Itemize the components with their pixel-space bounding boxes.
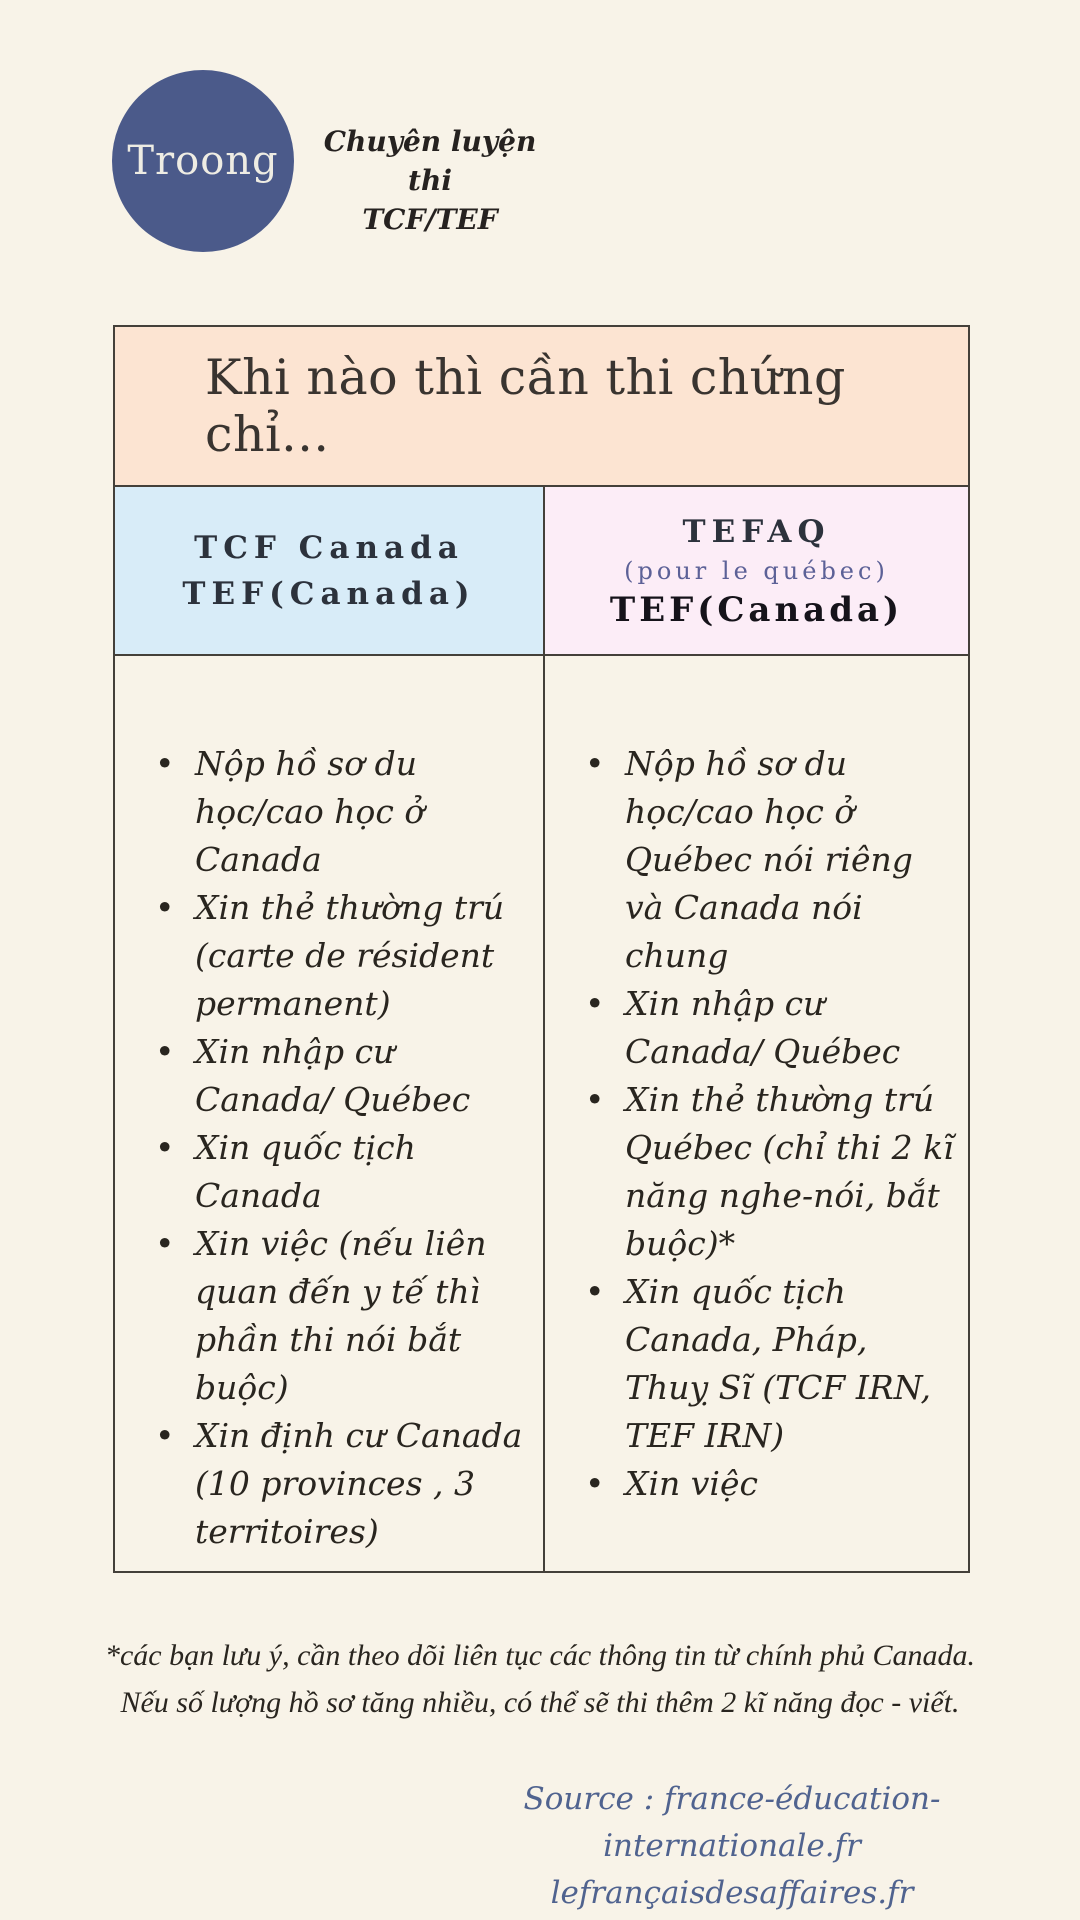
- column-header-tcf-tef-canada: [115, 487, 545, 654]
- left-header-line-1: TCF Canada: [194, 529, 464, 566]
- left-header-line-2: TEF(Canada): [182, 575, 476, 612]
- list-item: • Xin quốc tịch Canada, Pháp, Thuỵ Sĩ (TCF IRN, TEF IRN): [579, 1268, 954, 1460]
- source-line-2: lefrançaisdesaffaires.fr: [550, 1875, 914, 1911]
- comparison-table: [113, 325, 970, 1573]
- logo-text: Troong: [127, 138, 279, 184]
- right-header-title: TEFAQ: [682, 514, 831, 550]
- footnote: [0, 1632, 1080, 1726]
- list-item: • Nộp hồ sơ du học/cao học ở Québec nói riêng và Canada nói chung: [579, 740, 954, 980]
- right-item-list: [579, 740, 954, 1508]
- tagline-line-1: Chuyên luyện thi: [323, 125, 537, 197]
- table-body-row: [115, 656, 968, 1571]
- right-header-line-2: TEF(Canada): [609, 590, 904, 630]
- list-item: • Xin quốc tịch Canada: [149, 1124, 529, 1220]
- source-line-1: Source : france-éducation-internationale.fr: [523, 1781, 941, 1864]
- brand-tagline: [308, 122, 552, 239]
- column-header-tefaq: [545, 487, 968, 654]
- brand-logo: [112, 70, 294, 252]
- table-title-bar: [115, 327, 968, 487]
- footnote-line-1: *các bạn lưu ý, cần theo dõi liên tục các thông tin từ chính phủ Canada.: [104, 1639, 976, 1672]
- source-credit: [422, 1776, 1042, 1917]
- list-item: • Xin việc (nếu liên quan đến y tế thì phần thi nói bắt buộc): [149, 1220, 529, 1412]
- list-item: • Xin việc: [579, 1460, 954, 1508]
- right-column-body: [545, 656, 968, 1571]
- list-item: • Xin thẻ thường trú (carte de résident permanent): [149, 884, 529, 1028]
- list-item: • Nộp hồ sơ du học/cao học ở Canada: [149, 740, 529, 884]
- page-title: Khi nào thì cần thi chứng chỉ...: [205, 349, 846, 463]
- list-item: • Xin định cư Canada (10 provinces , 3 territoires): [149, 1412, 529, 1556]
- tagline-line-2: TCF/TEF: [362, 203, 498, 236]
- left-column-body: [115, 656, 545, 1571]
- footnote-line-2: Nếu số lượng hồ sơ tăng nhiều, có thể sẽ thi thêm 2 kĩ năng đọc - viết.: [120, 1686, 960, 1719]
- table-header-row: [115, 487, 968, 656]
- right-header-subtitle: (pour le québec): [624, 557, 889, 585]
- list-item: • Xin thẻ thường trú Québec (chỉ thi 2 kĩ năng nghe-nói, bắt buộc)*: [579, 1076, 954, 1268]
- list-item: • Xin nhập cư Canada/ Québec: [579, 980, 954, 1076]
- list-item: • Xin nhập cư Canada/ Québec: [149, 1028, 529, 1124]
- left-item-list: [149, 740, 529, 1556]
